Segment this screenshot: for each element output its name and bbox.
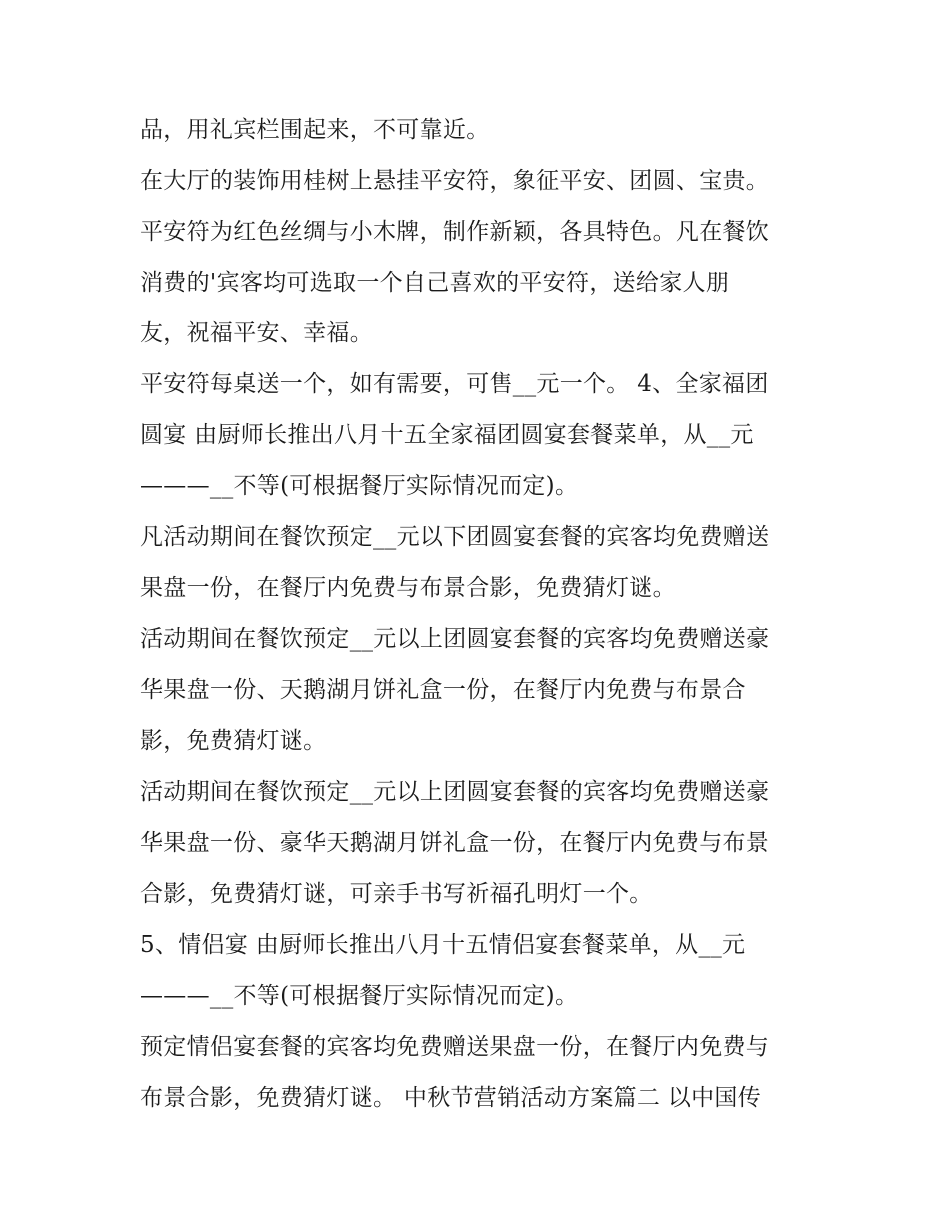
text-line: 活动期间在餐饮预定__元以上团圆宴套餐的宾客均免费赠送豪: [140, 779, 770, 805]
text-line: 平安符为红色丝绸与小木牌，制作新颖，各具特色。凡在餐饮: [140, 219, 770, 245]
text-line: 友，祝福平安、幸福。: [140, 320, 373, 346]
text-line: 凡活动期间在餐饮预定__元以下团圆宴套餐的宾客均免费赠送: [140, 524, 770, 550]
text-line: 预定情侣宴套餐的宾客均免费赠送果盘一份，在餐厅内免费与: [140, 1034, 770, 1060]
text-line: 活动期间在餐饮预定__元以上团圆宴套餐的宾客均免费赠送豪: [140, 626, 770, 652]
text-line: 华果盘一份、天鹅湖月饼礼盒一份，在餐厅内免费与布景合: [140, 677, 746, 703]
text-line: 圆宴 由厨师长推出八月十五全家福团圆宴套餐菜单，从__元: [140, 422, 754, 448]
text-line: 布景合影，免费猜灯谜。 中秋节营销活动方案篇二 以中国传: [140, 1085, 762, 1111]
text-line: 消费的'宾客均可选取一个自己喜欢的平安符，送给家人朋: [140, 270, 730, 296]
text-line: 品，用礼宾栏围起来，不可靠近。: [140, 117, 490, 143]
text-line: ———__不等(可根据餐厅实际情况而定)。: [140, 983, 579, 1009]
text-line: 合影，免费猜灯谜，可亲手书写祈福孔明灯一个。: [140, 881, 653, 907]
text-line: 平安符每桌送一个，如有需要，可售__元一个。 4、全家福团: [140, 371, 769, 397]
text-line: 5、情侣宴 由厨师长推出八月十五情侣宴套餐菜单，从__元: [140, 932, 746, 958]
text-line: 影，免费猜灯谜。: [140, 728, 327, 754]
text-line: 在大厅的装饰用桂树上悬挂平安符，象征平安、团圆、宝贵。: [140, 168, 770, 194]
text-line: ———__不等(可根据餐厅实际情况而定)。: [140, 473, 579, 499]
text-line: 果盘一份，在餐厅内免费与布景合影，免费猜灯谜。: [140, 575, 676, 601]
text-line: 华果盘一份、豪华天鹅湖月饼礼盒一份，在餐厅内免费与布景: [140, 830, 770, 856]
